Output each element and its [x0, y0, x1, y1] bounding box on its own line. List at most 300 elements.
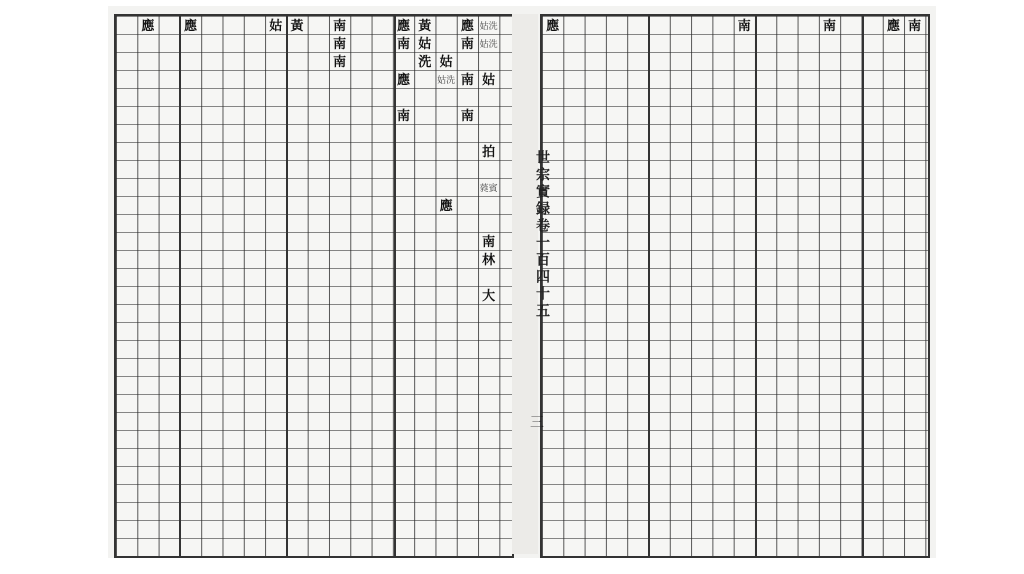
notation-cell	[585, 288, 606, 306]
notation-cell	[755, 270, 776, 288]
notation-cell	[798, 234, 819, 252]
notation-cell	[223, 90, 244, 108]
notation-cell	[436, 180, 457, 198]
notation-cell	[414, 198, 435, 216]
notation-cell: 南	[396, 37, 410, 52]
notation-cell	[159, 162, 180, 180]
notation-cell	[840, 270, 861, 288]
notation-cell	[606, 198, 627, 216]
right-page-column	[883, 16, 904, 556]
notation-cell	[223, 72, 244, 90]
notation-cell	[308, 234, 329, 252]
notation-cell	[265, 36, 286, 54]
notation-cell	[223, 270, 244, 288]
notation-cell	[287, 180, 308, 198]
notation-cell	[670, 54, 691, 72]
notation-cell	[776, 252, 797, 270]
notation-cell	[862, 36, 883, 54]
notation-cell: 大	[482, 289, 496, 304]
notation-cell	[649, 126, 670, 144]
notation-cell	[137, 126, 158, 144]
notation-cell	[329, 288, 350, 306]
notation-cell	[329, 198, 350, 216]
notation-cell: 黃	[290, 19, 304, 34]
notation-cell	[180, 198, 201, 216]
notation-cell	[350, 144, 371, 162]
notation-cell: 南	[460, 73, 474, 88]
notation-cell	[265, 180, 286, 198]
notation-cell	[350, 36, 371, 54]
notation-cell	[563, 270, 584, 288]
notation-cell	[223, 288, 244, 306]
notation-cell	[840, 162, 861, 180]
notation-cell	[734, 126, 755, 144]
notation-cell	[308, 162, 329, 180]
notation-cell	[670, 36, 691, 54]
notation-cell	[840, 126, 861, 144]
right-page-column	[904, 16, 925, 556]
notation-cell	[691, 288, 712, 306]
notation-cell	[372, 144, 393, 162]
notation-cell	[755, 234, 776, 252]
left-page-column	[180, 16, 201, 556]
notation-cell	[244, 54, 265, 72]
notation-cell	[819, 216, 840, 234]
notation-cell	[819, 54, 840, 72]
notation-cell	[691, 90, 712, 108]
right-page-column	[734, 16, 755, 556]
notation-cell	[159, 198, 180, 216]
notation-cell	[819, 162, 840, 180]
notation-cell	[393, 90, 414, 108]
notation-cell	[287, 36, 308, 54]
notation-cell	[116, 36, 137, 54]
notation-cell	[265, 252, 286, 270]
notation-cell	[372, 36, 393, 54]
notation-cell	[159, 126, 180, 144]
left-page-column	[116, 16, 137, 556]
notation-cell	[691, 216, 712, 234]
notation-cell	[137, 108, 158, 126]
notation-cell	[542, 54, 563, 72]
notation-cell	[776, 270, 797, 288]
notation-cell	[904, 72, 925, 90]
notation-cell: 應	[184, 19, 198, 34]
left-page-column	[137, 16, 158, 556]
notation-cell	[201, 18, 222, 36]
notation-cell	[308, 18, 329, 36]
notation-cell	[606, 72, 627, 90]
notation-cell	[159, 252, 180, 270]
notation-cell	[734, 270, 755, 288]
notation-cell	[627, 18, 648, 36]
notation-cell	[904, 288, 925, 306]
notation-cell	[798, 288, 819, 306]
notation-cell	[180, 72, 201, 90]
notation-cell	[265, 234, 286, 252]
notation-cell	[180, 126, 201, 144]
notation-cell	[414, 270, 435, 288]
notation-cell	[223, 252, 244, 270]
notation-cell: 南	[333, 37, 347, 52]
right-page-column	[585, 16, 606, 556]
notation-cell	[137, 36, 158, 54]
notation-cell	[308, 252, 329, 270]
notation-cell	[691, 198, 712, 216]
notation-cell	[691, 72, 712, 90]
left-page-column	[286, 16, 307, 556]
notation-cell	[287, 288, 308, 306]
notation-cell	[116, 54, 137, 72]
notation-cell	[862, 90, 883, 108]
notation-cell	[627, 288, 648, 306]
notation-cell	[904, 198, 925, 216]
notation-cell	[585, 252, 606, 270]
notation-cell	[457, 234, 478, 252]
notation-cell	[308, 216, 329, 234]
right-page-column	[627, 16, 648, 556]
notation-cell	[862, 108, 883, 126]
notation-cell	[372, 198, 393, 216]
notation-cell	[606, 144, 627, 162]
notation-cell	[798, 90, 819, 108]
notation-cell	[457, 126, 478, 144]
notation-cell	[734, 90, 755, 108]
notation-cell	[372, 126, 393, 144]
notation-cell	[372, 252, 393, 270]
notation-cell	[840, 234, 861, 252]
notation-cell	[393, 54, 414, 72]
notation-cell	[457, 216, 478, 234]
notation-cell	[713, 18, 734, 36]
notation-cell: 應	[886, 19, 900, 34]
notation-cell	[819, 270, 840, 288]
notation-cell	[883, 90, 904, 108]
notation-cell	[776, 36, 797, 54]
notation-cell	[606, 162, 627, 180]
notation-cell	[223, 54, 244, 72]
notation-cell	[329, 270, 350, 288]
notation-cell	[627, 252, 648, 270]
notation-cell	[627, 54, 648, 72]
notation-cell	[883, 180, 904, 198]
notation-cell	[201, 180, 222, 198]
notation-cell: 洗	[418, 55, 432, 70]
notation-cell: 南	[822, 19, 836, 34]
left-page-column	[372, 16, 393, 556]
notation-cell	[670, 198, 691, 216]
notation-cell	[776, 72, 797, 90]
notation-cell	[393, 180, 414, 198]
notation-cell	[201, 108, 222, 126]
notation-cell	[372, 54, 393, 72]
notation-cell	[287, 72, 308, 90]
folio-number: 三	[530, 415, 544, 431]
notation-cell	[542, 126, 563, 144]
notation-cell	[606, 216, 627, 234]
notation-cell	[159, 180, 180, 198]
notation-cell	[180, 288, 201, 306]
notation-cell: 南	[460, 37, 474, 52]
notation-cell	[244, 288, 265, 306]
notation-cell	[840, 18, 861, 36]
notation-cell	[308, 288, 329, 306]
notation-cell	[180, 234, 201, 252]
notation-cell	[137, 180, 158, 198]
notation-cell	[840, 108, 861, 126]
notation-cell	[840, 90, 861, 108]
column-rule	[286, 16, 288, 556]
notation-cell	[649, 90, 670, 108]
notation-cell	[414, 144, 435, 162]
notation-cell	[734, 288, 755, 306]
notation-cell	[159, 234, 180, 252]
notation-cell	[137, 270, 158, 288]
notation-cell	[755, 180, 776, 198]
notation-cell: 南	[737, 19, 751, 34]
notation-cell	[862, 198, 883, 216]
notation-cell	[180, 180, 201, 198]
notation-cell	[670, 216, 691, 234]
notation-cell	[649, 162, 670, 180]
notation-cell	[606, 90, 627, 108]
notation-cell	[691, 144, 712, 162]
notation-cell	[116, 108, 137, 126]
notation-cell	[862, 288, 883, 306]
notation-cell	[670, 18, 691, 36]
notation-cell	[116, 90, 137, 108]
notation-cell	[116, 234, 137, 252]
notation-cell	[840, 54, 861, 72]
notation-cell	[563, 162, 584, 180]
notation-cell	[159, 54, 180, 72]
left-page-column	[435, 16, 456, 556]
notation-cell	[116, 72, 137, 90]
notation-cell	[606, 288, 627, 306]
right-page-column	[670, 16, 691, 556]
notation-cell	[627, 162, 648, 180]
notation-cell	[691, 18, 712, 36]
notation-cell	[734, 54, 755, 72]
notation-cell	[542, 36, 563, 54]
notation-cell	[904, 108, 925, 126]
notation-cell	[478, 126, 499, 144]
notation-cell	[201, 252, 222, 270]
notation-cell	[244, 36, 265, 54]
notation-cell	[840, 36, 861, 54]
right-page-column	[648, 16, 669, 556]
notation-cell	[755, 162, 776, 180]
notation-cell	[563, 126, 584, 144]
notation-cell	[201, 144, 222, 162]
notation-cell	[244, 180, 265, 198]
notation-cell	[287, 234, 308, 252]
left-page-column	[222, 16, 243, 556]
notation-cell	[691, 36, 712, 54]
notation-cell	[287, 54, 308, 72]
notation-cell	[116, 144, 137, 162]
notation-cell	[606, 252, 627, 270]
notation-cell	[798, 252, 819, 270]
notation-cell	[862, 18, 883, 36]
notation-cell: 南	[333, 55, 347, 70]
notation-cell	[372, 90, 393, 108]
notation-cell	[223, 162, 244, 180]
notation-cell	[606, 18, 627, 36]
notation-cell	[713, 198, 734, 216]
notation-cell	[329, 252, 350, 270]
notation-cell	[287, 270, 308, 288]
left-page-column	[265, 16, 286, 556]
notation-cell	[883, 108, 904, 126]
notation-cell	[904, 234, 925, 252]
notation-cell	[414, 288, 435, 306]
notation-cell	[137, 198, 158, 216]
notation-cell	[755, 252, 776, 270]
notation-cell	[670, 108, 691, 126]
notation-cell: 南	[908, 19, 922, 34]
notation-cell	[649, 36, 670, 54]
notation-cell	[840, 216, 861, 234]
notation-cell: 應	[141, 19, 155, 34]
notation-cell	[883, 234, 904, 252]
notation-cell	[159, 144, 180, 162]
notation-cell	[137, 72, 158, 90]
notation-cell	[287, 90, 308, 108]
notation-cell	[457, 90, 478, 108]
notation-cell	[649, 216, 670, 234]
notation-cell	[457, 54, 478, 72]
notation-cell	[542, 72, 563, 90]
notation-cell: 南	[396, 109, 410, 124]
notation-cell	[287, 126, 308, 144]
notation-cell	[137, 234, 158, 252]
notation-cell	[691, 252, 712, 270]
notation-cell	[649, 288, 670, 306]
notation-cell	[542, 90, 563, 108]
notation-cell	[755, 288, 776, 306]
notation-cell	[201, 270, 222, 288]
notation-cell	[563, 216, 584, 234]
notation-cell	[776, 288, 797, 306]
notation-cell	[265, 108, 286, 126]
notation-cell	[350, 162, 371, 180]
notation-cell: 黃	[418, 19, 432, 34]
notation-cell	[713, 54, 734, 72]
notation-cell	[350, 234, 371, 252]
notation-cell	[606, 54, 627, 72]
notation-cell	[116, 180, 137, 198]
notation-cell	[585, 126, 606, 144]
notation-cell	[649, 180, 670, 198]
notation-cell	[180, 54, 201, 72]
notation-cell	[436, 288, 457, 306]
notation-cell	[308, 198, 329, 216]
notation-cell	[627, 126, 648, 144]
notation-cell	[670, 90, 691, 108]
notation-cell: 姑	[439, 55, 453, 70]
notation-cell	[436, 36, 457, 54]
notation-cell	[159, 216, 180, 234]
notation-cell	[776, 126, 797, 144]
notation-cell	[265, 126, 286, 144]
notation-cell	[883, 216, 904, 234]
notation-cell	[734, 252, 755, 270]
notation-cell	[436, 234, 457, 252]
notation-cell	[649, 108, 670, 126]
right-page-column	[563, 16, 584, 556]
notation-cell	[713, 144, 734, 162]
notation-cell	[862, 252, 883, 270]
notation-cell	[585, 90, 606, 108]
notation-cell	[478, 216, 499, 234]
notation-cell	[223, 198, 244, 216]
notation-cell	[627, 180, 648, 198]
notation-cell	[883, 162, 904, 180]
notation-cell	[649, 72, 670, 90]
notation-cell	[414, 216, 435, 234]
notation-cell	[350, 108, 371, 126]
notation-cell	[159, 270, 180, 288]
notation-cell	[819, 288, 840, 306]
notation-cell	[137, 288, 158, 306]
notation-cell	[457, 270, 478, 288]
notation-cell	[734, 198, 755, 216]
notation-cell	[244, 90, 265, 108]
left-page-column	[350, 16, 371, 556]
notation-cell	[393, 198, 414, 216]
notation-cell	[436, 90, 457, 108]
notation-cell	[713, 216, 734, 234]
notation-cell	[180, 144, 201, 162]
notation-cell	[244, 126, 265, 144]
notation-cell	[862, 54, 883, 72]
notation-cell	[798, 126, 819, 144]
notation-cell	[414, 90, 435, 108]
notation-cell	[904, 162, 925, 180]
notation-cell	[862, 72, 883, 90]
notation-cell	[606, 234, 627, 252]
notation-cell	[223, 180, 244, 198]
notation-cell	[734, 144, 755, 162]
notation-cell	[840, 252, 861, 270]
notation-cell	[478, 54, 499, 72]
notation-cell	[627, 144, 648, 162]
notation-cell	[840, 72, 861, 90]
notation-cell	[883, 288, 904, 306]
notation-cell	[563, 252, 584, 270]
scanned-book-spread	[108, 6, 936, 558]
notation-cell	[755, 54, 776, 72]
notation-cell	[819, 252, 840, 270]
notation-cell	[670, 144, 691, 162]
notation-cell: 蕤賓	[479, 184, 498, 194]
notation-cell	[563, 72, 584, 90]
notation-cell	[670, 180, 691, 198]
notation-cell	[137, 144, 158, 162]
notation-cell	[627, 216, 648, 234]
right-page-column	[606, 16, 627, 556]
right-page-column	[712, 16, 733, 556]
notation-cell	[563, 180, 584, 198]
right-page-column	[861, 16, 882, 556]
right-page-columns	[542, 16, 928, 556]
notation-cell	[244, 234, 265, 252]
notation-cell	[904, 270, 925, 288]
notation-cell	[904, 252, 925, 270]
notation-cell	[649, 18, 670, 36]
notation-cell	[713, 270, 734, 288]
